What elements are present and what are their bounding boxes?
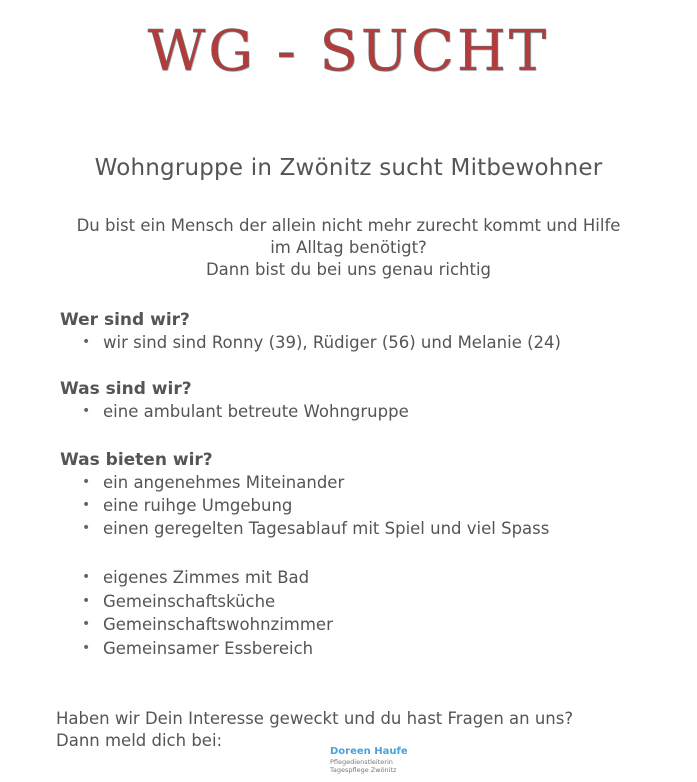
section-what bbox=[60, 378, 677, 423]
bullet-icon: • bbox=[82, 497, 91, 513]
section-heading: Was sind wir? bbox=[60, 379, 192, 399]
list-item-text: Gemeinschaftsküche bbox=[103, 591, 276, 611]
section-heading: Was bieten wir? bbox=[60, 450, 213, 470]
bullet-icon: • bbox=[82, 334, 91, 350]
list-item bbox=[60, 590, 677, 614]
section-offer bbox=[60, 449, 677, 540]
contact-org: Tagespflege Zwönitz bbox=[330, 766, 397, 774]
bullet-icon: • bbox=[82, 616, 91, 632]
list-item-text: einen geregelten Tagesablauf mit Spiel und viel Spass bbox=[103, 519, 550, 538]
intro-line: Dann bist du bei uns genau richtig bbox=[205, 260, 492, 279]
list-item-text: Gemeinsamer Essbereich bbox=[103, 638, 314, 658]
flyer-subtitle: Wohngruppe in Zwönitz sucht Mitbewohner bbox=[94, 155, 603, 181]
bullet-list bbox=[60, 400, 677, 423]
bullet-list bbox=[60, 471, 677, 540]
intro-line: im Alltag benötigt? bbox=[270, 238, 427, 257]
list-item-text: ein angenehmes Miteinander bbox=[103, 473, 345, 492]
intro-line: Du bist ein Mensch der allein nicht mehr zurecht kommt und Hilfe bbox=[76, 216, 621, 235]
bullet-icon: • bbox=[82, 474, 91, 490]
list-item bbox=[60, 517, 677, 540]
list-item bbox=[60, 494, 677, 517]
list-item bbox=[60, 637, 677, 661]
list-item bbox=[60, 471, 677, 494]
list-item bbox=[60, 566, 677, 590]
bullet-list bbox=[60, 566, 677, 660]
list-item-text: eine ambulant betreute Wohngruppe bbox=[103, 402, 409, 421]
bullet-list bbox=[60, 331, 677, 354]
flyer-title: WG - SUCHT bbox=[147, 19, 550, 84]
bullet-icon: • bbox=[82, 520, 91, 536]
list-item-text: eigenes Zimmes mit Bad bbox=[103, 568, 310, 587]
bullet-icon: • bbox=[82, 592, 91, 609]
bullet-icon: • bbox=[82, 403, 91, 419]
closing-line: Haben wir Dein Interesse geweckt und du hast Fragen an uns? bbox=[56, 709, 574, 728]
section-heading: Wer sind wir? bbox=[60, 310, 190, 330]
list-item bbox=[60, 400, 677, 423]
section-amenities bbox=[60, 566, 677, 660]
contact-block bbox=[330, 745, 408, 774]
bullet-icon: • bbox=[82, 639, 91, 656]
contact-name: Doreen Haufe bbox=[330, 746, 408, 757]
section-who bbox=[60, 309, 677, 354]
contact-role: Pflegedienstleiterin bbox=[330, 758, 393, 766]
list-item-text: Gemeinschaftswohnzimmer bbox=[103, 615, 333, 634]
intro-text bbox=[40, 215, 657, 281]
list-item-text: wir sind sind Ronny (39), Rüdiger (56) und Melanie (24) bbox=[103, 333, 561, 352]
list-item-text: eine ruihge Umgebung bbox=[103, 496, 293, 515]
closing-line: Dann meld dich bei: bbox=[56, 731, 223, 750]
list-item bbox=[60, 613, 677, 637]
list-item bbox=[60, 331, 677, 354]
bullet-icon: • bbox=[82, 569, 91, 585]
